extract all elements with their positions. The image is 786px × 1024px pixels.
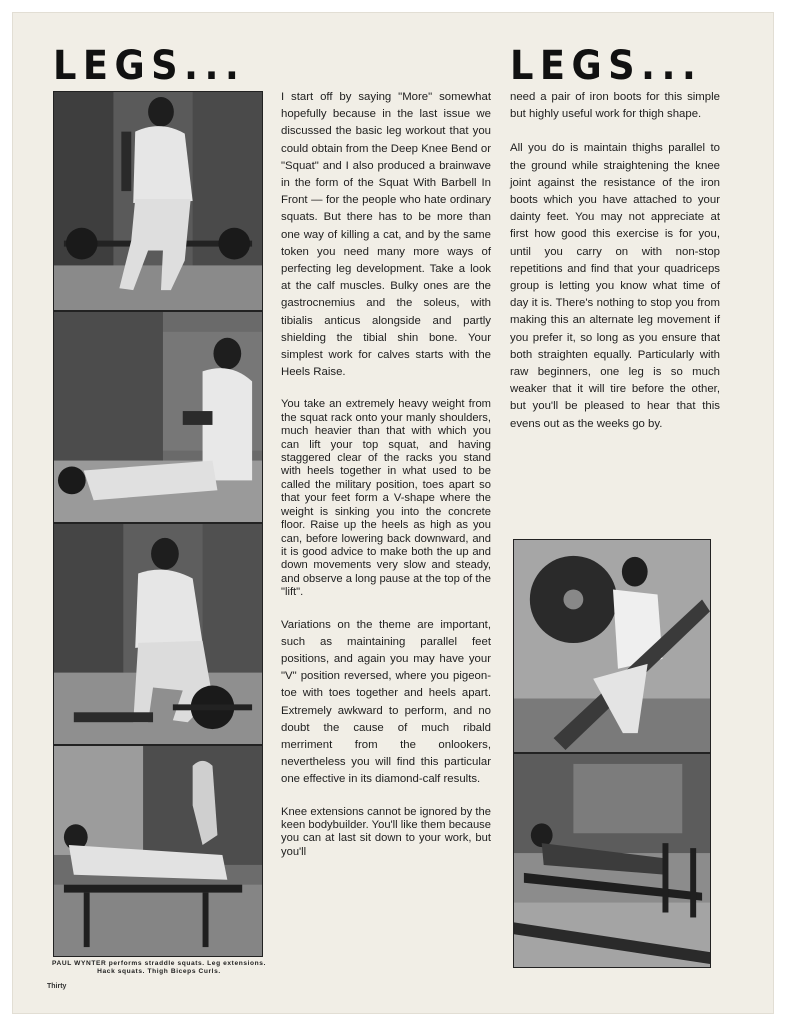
article-column-right xyxy=(510,89,720,450)
photo-straddle-squat xyxy=(53,91,263,311)
photo-leg-curl xyxy=(53,745,263,957)
paragraph: All you do is maintain thighs parallel to the ground while straightening the knee joint against the resistance of the iron boots which you have attached to your dainty feet. You may not appreciate at first how good this exercise is for you, until you carry on with non-stop repetitions and find that your quadriceps group is letting you know what time of day it is. There's nothing to stop you from making this an alternate leg movement if you prefer it, so long as you ensure that both straighten equally. Particularly with raw beginners, one leg is so much weaker that it will tire before the other, but you'll be pleased to hear that this evens out as the weeks go by. xyxy=(510,142,720,430)
photo-thigh-biceps-curl xyxy=(513,753,711,968)
photo-caption: PAUL WYNTER performs straddle squats. Leg extensions. Hack squats. Thigh Biceps Curls. xyxy=(51,960,267,975)
paragraph: I start off by saying "More" somewhat hopefully because in the last issue we discussed the basic leg workout that you could obtain from the Deep Knee Bend or "Squat" and I also produced a brainwave in the form of the Squat With Barbell In Front — for the people who hate ordinary squats. But there has to be more than one way of killing a cat, and by the same token you need many more ways of perfecting leg development. Take a look at the calf muscles. Bulky ones are the gastrocnemius and the soleus, with tibialis anticus alongside and partly shielding the tibial shin bone. Your simplest work for calves starts with the Heels Raise. xyxy=(281,91,491,379)
photo-iron-boot-extension xyxy=(513,539,711,753)
photo-leg-extension xyxy=(53,311,263,523)
paragraph: You take an extremely heavy weight from the squat rack onto your manly shoulders, much heavier than that with which you can lift your top squat, and having staggered clear of the racks you stand with heels together in what used to be called the military position, toes apart so that your feet form a V-shape where the weight is sinking you into the concrete floor. Raise up the heels as high as you can, before lowering back downward, and it is good advice to make both the up and down movements very slow and steady, and observe a long pause at the top of the "lift". xyxy=(281,398,491,599)
photo-hack-squat xyxy=(53,523,263,745)
page-heading-left: LEGS... xyxy=(53,43,246,89)
magazine-page xyxy=(12,12,774,1014)
page-number: Thirty xyxy=(47,983,67,990)
paragraph: need a pair of iron boots for this simple but highly useful work for thigh shape. xyxy=(510,91,720,121)
page-heading-right: LEGS... xyxy=(510,43,703,89)
paragraph: Knee extensions cannot be ignored by the keen bodybuilder. You'll like them because you can at last sit down to your work, but you'll xyxy=(281,805,491,858)
paragraph: Variations on the theme are important, such as maintaining parallel feet positions, and again you may have your "V" position reversed, where you pigeon-toe with toes together and heels apart. Extremely awkward to perform, and no doubt the cause of much ribald merriment from the onlookers, nevertheless you will find this particular one effective in its diamond-calf results. xyxy=(281,618,491,786)
article-column-middle xyxy=(281,89,491,876)
